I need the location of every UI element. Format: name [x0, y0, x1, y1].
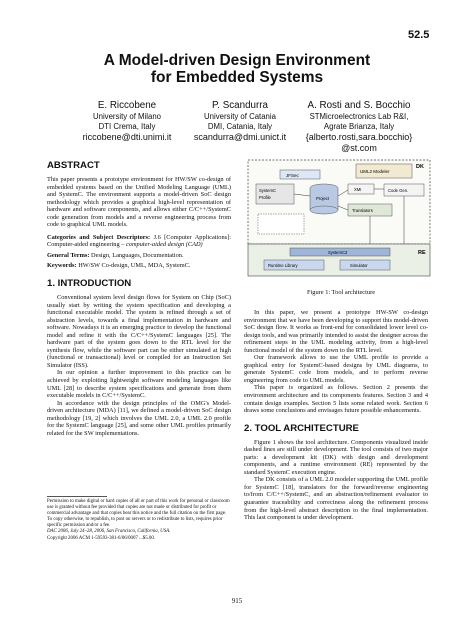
intro-paragraph-3: In accordance with the design principles of the OMG's Model-driven architecture (MDA) [11], we defined a model-driven SoC design methodology [19, 2] which involves the UML 2.0, a UML 2.0 profile for the SystemC language [25], and some other UML profiles primarily related for the SW implementations. [47, 399, 231, 437]
author-affiliation: DMI, Catania, Italy [207, 121, 273, 131]
jfsec-label: JFSec [286, 173, 299, 178]
intro-paragraph-1: Conventional system level design flows for System on Chip (SoC) usually start by writing the system specification and developing a functional executable model. The system is refined through a set of abstraction levels, towards a final implementation in hardware and software. Nowadays it is an emerging practice to develop the functional model and refine it with the C/C++/SystemC languages [25]. The hardware part of the system goes down to the RTL level for the synthesis flow, while the software part can be either simulated at high (functional or transactional) level or compiled for an Instruction Set Simulator (ISS). [47, 294, 231, 369]
keywords [47, 262, 231, 270]
dk-label: DK [416, 164, 424, 170]
figure-caption: Figure 1: Tool architecture [306, 289, 376, 296]
project-label: Project [316, 196, 330, 201]
profile-label: Profile [259, 195, 271, 200]
evaluator-box [258, 214, 304, 234]
author-affiliation: DTI Crema, Italy [98, 121, 156, 131]
runtime-label: Runtime Library [268, 263, 298, 268]
categories-text: J.6 [Computer Applications]: Computer-aided engineering – [47, 233, 231, 249]
col2-paragraph-1: In this paper, we present a prototype HW-SW co-design environment that we have been developing to support this model-driven SoC design flow. It works as front-end for consolidated lower level co-design tools, and was primarily intended to assist the designer across the refinement steps in the UML modeling activity, from a high-level functional model of the system down to the RTL level. [244, 309, 428, 354]
author-affiliation: STMicroelectronics Lab R&I, [309, 112, 409, 121]
simulator-label: Simulator [350, 263, 368, 268]
page-number-top: 52.5 [408, 29, 430, 41]
categories-italic: computer-aided design (CAD) [125, 241, 203, 249]
keywords-text: HW/SW Co-design, UML, MDA, SystemC. [76, 262, 191, 270]
paper-title [0, 52, 474, 86]
author-name: E. Riccobene [97, 100, 157, 111]
profile-box [256, 184, 294, 204]
repository-bottom [310, 206, 338, 214]
re-label: RE [418, 250, 426, 256]
author-email[interactable]: scandurra@dmi.unict.it [193, 132, 287, 143]
tool-architecture-figure [244, 156, 434, 280]
permission-text: Permission to make digital or hard copies of all or part of this work for personal or classroom use is granted without fee provided that copies are not made or distributed for profit or commercial advantage and that copies bear this notice and the full citation on the first page. To copy otherwise, to republish, to post on servers or to redistribute to lists, requires prior specific permission and/or a fee. [47, 499, 230, 529]
col2-paragraph-5: The DK consists of a UML 2.0 modeler supporting the UML profile for SystemC [18], translators for the forward/reverse engineering to/from C/C++/SystemC, and an abstraction/refinement evaluator to guarantee traceability and correctness along the refinement process from the high-level abstract description to the final implementation. This last component is under development. [244, 476, 428, 522]
author-affiliation: University of Milano [92, 112, 162, 121]
systemc-profile-label: SystemC [259, 188, 276, 193]
general-terms-text: Design, Languages, Documentation. [89, 251, 184, 259]
categories-label: Categories and Subject Descriptors: [47, 233, 151, 241]
footnote-rule [47, 496, 107, 497]
code-gen-label: Code Gen. [388, 188, 409, 193]
author-email[interactable]: riccobene@dti.unimi.it [82, 132, 172, 143]
categories [47, 234, 231, 249]
xmi-label: XMI [354, 187, 362, 192]
permission-footnote [47, 499, 231, 542]
col2-paragraph-4: Figure 1 shows the tool architecture. Components visualized inside dashed lines are still under development. The tool consists of two major parts: a development kit (DK) with design and development components, and a runtime environment (RE) represented by the standard SystemC execution engine. [244, 438, 428, 476]
page-number-bottom: 915 [231, 597, 243, 605]
general-terms [47, 252, 231, 260]
uml-modeler-label: UML2 Modeler [360, 169, 390, 174]
conference-info: DAC 2006, July 24–28, 2006, San Francisco, California, USA. [47, 529, 171, 535]
abstract-heading: ABSTRACT [47, 160, 100, 171]
intro-heading: 1. INTRODUCTION [47, 278, 132, 290]
title-line-2: for Embedded Systems [150, 69, 324, 86]
col2-paragraph-3: This paper is organized as follows. Section 2 presents the environment architecture and its components features. Section 3 and 4 contain design examples. Section 5 lists some related work. Section 6 draws some conclusions and envisages future possible enhancements. [244, 384, 428, 415]
section-2-heading: 2. TOOL ARCHITECTURE [244, 422, 359, 434]
author-email[interactable]: {alberto.rosti,sara.bocchio} [305, 132, 413, 143]
translators-label: Translators [352, 208, 373, 213]
copyright-info: Copyright 2006 ACM 1-59593-381-6/06/0007 ...$5.00. [47, 535, 156, 541]
author-email-domain[interactable]: @st.com [341, 143, 377, 154]
author-name: A. Rosti and S. Bocchio [307, 100, 411, 111]
author-name: P. Scandurra [212, 100, 268, 111]
general-terms-label: General Terms: [47, 251, 90, 259]
abstract-text: This paper presents a prototype environment for HW/SW co-design of embedded systems based on the Unified Modeling Language (UML) and SystemC. The environment supports a model-driven SoC design methodology which provides a graphical high-level representation of hardware and software components, and allows either C/C++/SystemC code generation from models and a reverse engineering process from code to graphical UML models. [47, 176, 231, 229]
author-affiliation: Agrate Brianza, Italy [323, 121, 395, 131]
col2-paragraph-2: Our framework allows to use the UML profile to provide a graphical entry for SystemC-based designs by UML diagrams, to generate SystemC code from models, and to perform reverse engineering from code to UML models. [244, 354, 428, 384]
intro-paragraph-2: In our opinion a further improvement to this practice can be achieved by exploiting lightweight software modeling languages like UML [28] to describe system specifications and generate from them executable models in C/C++/SystemC. [47, 369, 231, 400]
left-column [47, 160, 231, 437]
keywords-label: Keywords: [47, 262, 77, 270]
title-line-1: A Model-driven Design Environment [103, 52, 371, 69]
author-affiliation: University of Catania [204, 112, 276, 121]
author-block-3 [284, 100, 434, 154]
systemc-label: SystemC2 [328, 250, 348, 255]
right-column [244, 309, 428, 522]
